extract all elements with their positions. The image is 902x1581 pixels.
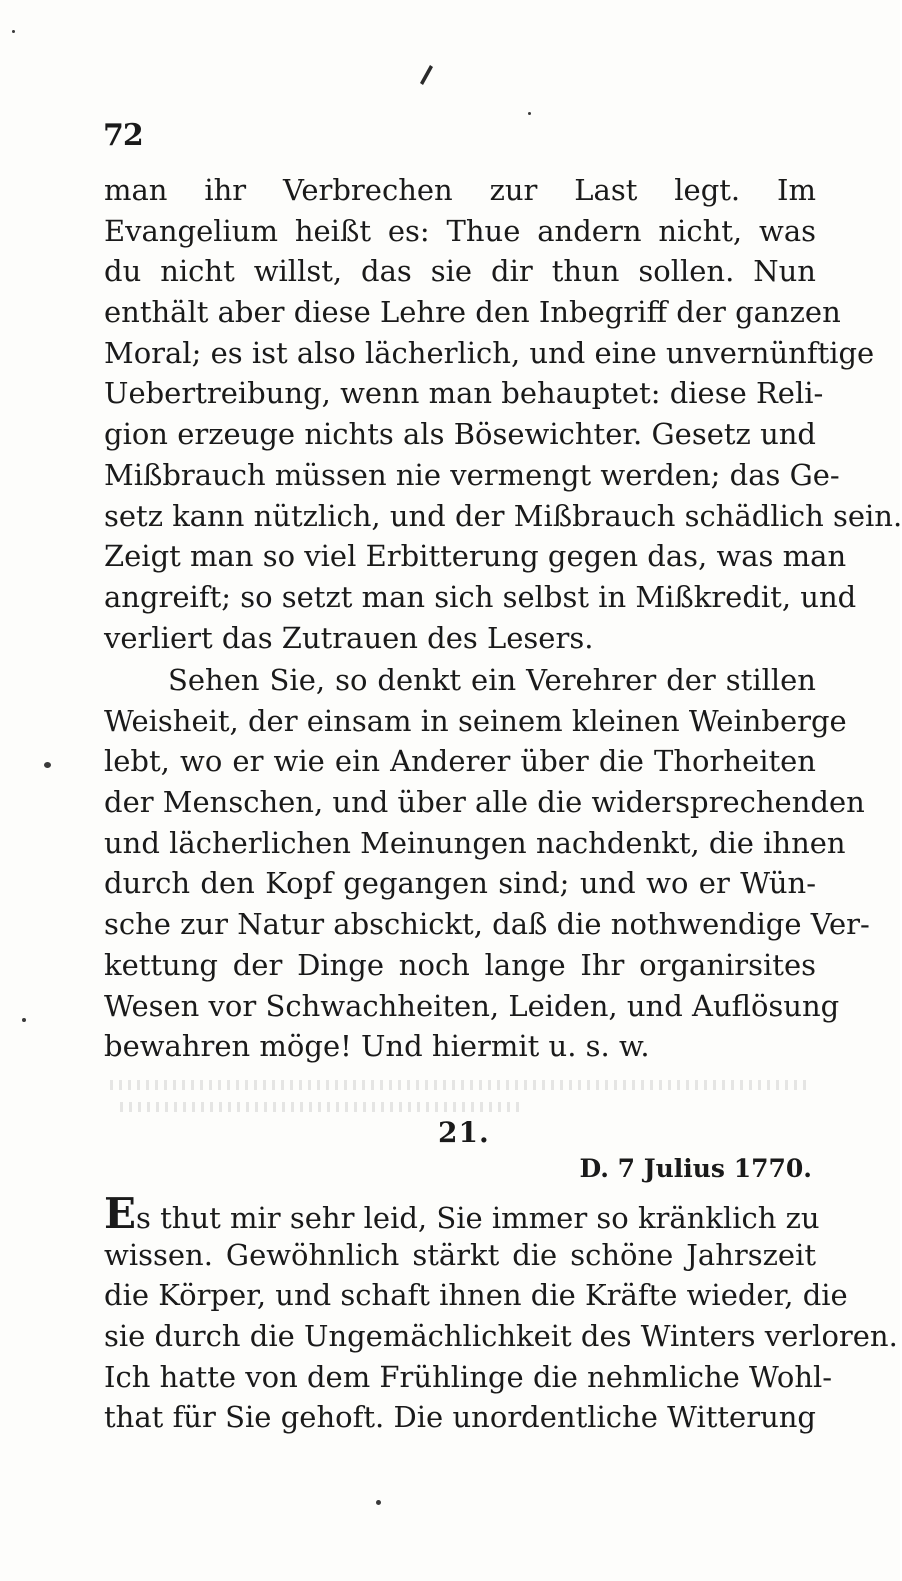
text-line: und lächerlichen Meinungen nachdenkt, die ihnen xyxy=(104,825,846,860)
text-line: enthält aber diese Lehre den Inbegriff der ganzen xyxy=(104,295,841,330)
text-line: sie durch die Ungemächlichkeit des Winters verloren. xyxy=(104,1319,898,1354)
text-line: Zeigt man so viel Erbitterung gegen das, was man xyxy=(104,539,847,574)
text-line: durch den Kopf gegangen sind; und wo er Wün- xyxy=(104,866,816,901)
text-line: lebt, wo er wie ein Anderer über die Thorheiten xyxy=(104,744,816,779)
first-line-text: s thut mir sehr leid, Sie immer so kränklich zu xyxy=(136,1201,820,1235)
paper-speck xyxy=(44,762,51,768)
text-line: that für Sie gehoft. Die unordentliche Witterung xyxy=(104,1400,816,1435)
paragraph-3 xyxy=(104,1189,898,1438)
text-line: bewahren möge! Und hiermit u. s. w. xyxy=(104,1029,650,1064)
text-line: angreift; so setzt man sich selbst in Mißkredit, und xyxy=(104,579,857,614)
text-line: Weisheit, der einsam in seinem kleinen Weinberge xyxy=(104,703,847,738)
paper-speck xyxy=(12,30,15,33)
text-line: Wesen vor Schwachheiten, Leiden, und Auflösung xyxy=(104,988,840,1023)
text-line: Ich hatte von dem Frühlinge die nehmliche Wohl- xyxy=(104,1359,833,1394)
paragraph-1 xyxy=(104,170,902,658)
letter-number: 21. xyxy=(438,1116,490,1149)
paper-speck xyxy=(376,1500,381,1505)
letter-date: D. 7 Julius 1770. xyxy=(579,1154,812,1183)
text-line: Sehen Sie, so denkt ein Verehrer der stillen xyxy=(168,663,816,697)
text-line: kettung der Dinge noch lange Ihr organirsites xyxy=(104,947,816,982)
text-line: du nicht willst, das sie dir thun sollen. Nun xyxy=(104,254,816,289)
show-through-noise xyxy=(110,1080,810,1090)
text-line: Moral; es ist also lächerlich, und eine unvernünftige xyxy=(104,335,875,370)
text-line: sche zur Natur abschickt, daß die nothwendige Ver- xyxy=(104,907,870,942)
text-line: Mißbrauch müssen nie vermengt werden; das Ge- xyxy=(104,457,840,492)
text-line: Evangelium heißt es: Thue andern nicht, was xyxy=(104,213,816,248)
text-line-first xyxy=(104,1189,820,1238)
text-line: man ihr Verbrechen zur Last legt. Im xyxy=(104,173,816,207)
text-line: gion erzeuge nichts als Bösewichter. Gesetz und xyxy=(104,417,816,452)
paper-speck xyxy=(22,1018,26,1022)
paper-speck xyxy=(528,112,531,115)
show-through-noise xyxy=(120,1102,520,1112)
text-line: die Körper, und schaft ihnen die Kräfte wieder, die xyxy=(104,1278,848,1313)
page-number: 72 xyxy=(103,118,143,153)
drop-cap: E xyxy=(104,1189,137,1238)
ink-mark-icon xyxy=(418,64,434,86)
paragraph-2 xyxy=(104,660,870,1067)
text-line: wissen. Gewöhnlich stärkt die schöne Jahrszeit xyxy=(104,1237,816,1272)
text-line: setz kann nützlich, und der Mißbrauch schädlich sein. xyxy=(104,498,902,533)
text-line: verliert das Zutrauen des Lesers. xyxy=(104,620,594,655)
text-line: Uebertreibung, wenn man behauptet: diese Reli- xyxy=(104,376,824,411)
text-line: der Menschen, und über alle die widersprechenden xyxy=(104,785,865,820)
